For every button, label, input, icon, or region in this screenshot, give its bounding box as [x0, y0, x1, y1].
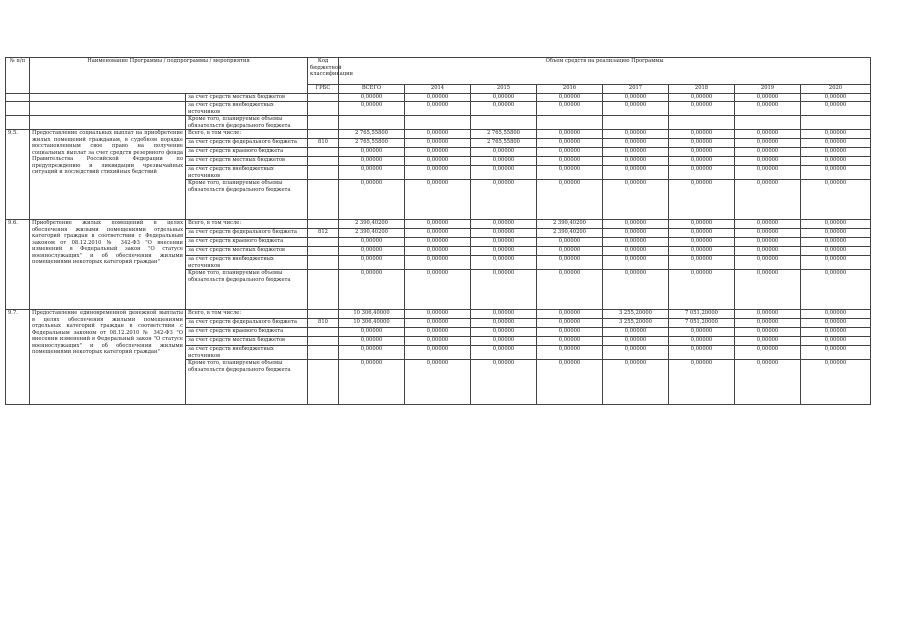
- value-cell: 0,00000: [801, 166, 871, 180]
- value-cell: 0,00000: [801, 102, 871, 116]
- table-row: [6, 220, 871, 229]
- table-row: [6, 310, 871, 319]
- value-cell: 0,00000: [735, 346, 801, 360]
- value-cell: 0,00000: [471, 220, 537, 229]
- subheader-total: ВСЕГО: [339, 85, 405, 94]
- empty-cell: [308, 102, 339, 116]
- empty-cell: [30, 116, 186, 130]
- value-cell: 0,00000: [339, 360, 405, 405]
- value-cell: 0,00000: [669, 166, 735, 180]
- value-cell: 0,00000: [603, 94, 669, 102]
- value-cell: 0,00000: [537, 102, 603, 116]
- empty-cell: [308, 247, 339, 256]
- value-cell: 0,00000: [405, 310, 471, 319]
- subheader-year: 2017: [603, 85, 669, 94]
- value-cell: 2 765,55800: [339, 130, 405, 139]
- value-cell: 0,00000: [405, 148, 471, 157]
- value-cell: 0,00000: [603, 130, 669, 139]
- value-cell: 0,00000: [801, 270, 871, 310]
- empty-cell: [308, 270, 339, 310]
- value-cell: 0,00000: [339, 238, 405, 247]
- header-num: № п/п: [6, 58, 30, 94]
- empty-cell: [308, 346, 339, 360]
- table-body: [6, 94, 871, 405]
- subheader-year: 2014: [405, 85, 471, 94]
- empty-cell: [308, 310, 339, 319]
- empty-cell: [308, 157, 339, 166]
- value-cell: 0,00000: [471, 360, 537, 405]
- table-row: [6, 102, 871, 116]
- empty-cell: [6, 94, 30, 102]
- value-cell: [801, 116, 871, 130]
- value-cell: 10 306,40000: [339, 319, 405, 328]
- value-cell: 0,00000: [471, 256, 537, 270]
- section-number: 9.5.: [6, 130, 30, 220]
- value-cell: 0,00000: [405, 229, 471, 238]
- empty-cell: [308, 328, 339, 337]
- value-cell: 0,00000: [603, 360, 669, 405]
- value-cell: [669, 116, 735, 130]
- value-cell: 0,00000: [735, 256, 801, 270]
- subheader-year: 2016: [537, 85, 603, 94]
- value-cell: 0,00000: [669, 229, 735, 238]
- value-cell: 0,00000: [405, 337, 471, 346]
- value-cell: 0,00000: [735, 94, 801, 102]
- funding-source: за счет средств внебюджетных источников: [186, 346, 308, 360]
- subheader-year: 2020: [801, 85, 871, 94]
- value-cell: 0,00000: [735, 238, 801, 247]
- value-cell: 0,00000: [603, 328, 669, 337]
- value-cell: [735, 116, 801, 130]
- value-cell: 0,00000: [801, 148, 871, 157]
- value-cell: 0,00000: [669, 328, 735, 337]
- value-cell: 0,00000: [537, 157, 603, 166]
- value-cell: 0,00000: [669, 270, 735, 310]
- header-name: Наименование Программы / подпрограммы / мероприятия: [30, 58, 308, 94]
- value-cell: 0,00000: [339, 148, 405, 157]
- value-cell: 0,00000: [603, 148, 669, 157]
- value-cell: 0,00000: [801, 238, 871, 247]
- value-cell: 0,00000: [471, 328, 537, 337]
- value-cell: [471, 116, 537, 130]
- value-cell: 0,00000: [339, 270, 405, 310]
- value-cell: 0,00000: [603, 102, 669, 116]
- value-cell: 0,00000: [735, 337, 801, 346]
- value-cell: 0,00000: [405, 270, 471, 310]
- table-row: [6, 116, 871, 130]
- funding-source: Всего, в том числе:: [186, 220, 308, 229]
- value-cell: 0,00000: [471, 229, 537, 238]
- value-cell: [537, 116, 603, 130]
- value-cell: 0,00000: [471, 166, 537, 180]
- empty-cell: [308, 360, 339, 405]
- value-cell: 0,00000: [537, 310, 603, 319]
- value-cell: 0,00000: [537, 247, 603, 256]
- value-cell: 0,00000: [603, 247, 669, 256]
- section-number: 9.6.: [6, 220, 30, 310]
- value-cell: 0,00000: [801, 328, 871, 337]
- value-cell: 2 390,40200: [339, 220, 405, 229]
- value-cell: 0,00000: [471, 180, 537, 220]
- value-cell: 0,00000: [537, 166, 603, 180]
- funding-source: за счет средств внебюджетных источников: [186, 166, 308, 180]
- value-cell: 0,00000: [537, 238, 603, 247]
- value-cell: 0,00000: [537, 130, 603, 139]
- value-cell: 0,00000: [405, 130, 471, 139]
- value-cell: 0,00000: [669, 102, 735, 116]
- value-cell: 0,00000: [603, 229, 669, 238]
- value-cell: 0,00000: [339, 346, 405, 360]
- value-cell: 0,00000: [735, 319, 801, 328]
- value-cell: 0,00000: [735, 130, 801, 139]
- value-cell: 0,00000: [735, 310, 801, 319]
- section-number: 9.7.: [6, 310, 30, 405]
- value-cell: 0,00000: [735, 148, 801, 157]
- value-cell: 0,00000: [339, 337, 405, 346]
- value-cell: 0,00000: [603, 337, 669, 346]
- value-cell: 0,00000: [405, 328, 471, 337]
- empty-cell: [308, 116, 339, 130]
- value-cell: 0,00000: [735, 220, 801, 229]
- funding-source: Всего, в том числе:: [186, 310, 308, 319]
- value-cell: [603, 116, 669, 130]
- table-row: [6, 94, 871, 102]
- value-cell: 0,00000: [405, 360, 471, 405]
- value-cell: 0,00000: [405, 157, 471, 166]
- empty-cell: [30, 94, 186, 102]
- value-cell: 0,00000: [537, 94, 603, 102]
- value-cell: 0,00000: [801, 247, 871, 256]
- value-cell: 0,00000: [801, 220, 871, 229]
- value-cell: 0,00000: [735, 328, 801, 337]
- value-cell: 0,00000: [405, 346, 471, 360]
- funding-source: за счет средств краевого бюджета: [186, 238, 308, 247]
- value-cell: 0,00000: [471, 102, 537, 116]
- value-cell: 7 051,20000: [669, 310, 735, 319]
- empty-cell: [308, 238, 339, 247]
- value-cell: 0,00000: [735, 166, 801, 180]
- value-cell: 0,00000: [801, 130, 871, 139]
- value-cell: 0,00000: [471, 270, 537, 310]
- value-cell: [339, 116, 405, 130]
- value-cell: 0,00000: [471, 319, 537, 328]
- value-cell: 0,00000: [603, 220, 669, 229]
- value-cell: 0,00000: [735, 102, 801, 116]
- value-cell: 0,00000: [735, 270, 801, 310]
- value-cell: 0,00000: [537, 360, 603, 405]
- subheader-year: 2018: [669, 85, 735, 94]
- measure-name: Приобретение жилых помещений в целях обеспечения жилыми помещениями отдельных категорий граждан в соответствии с Федеральным законом от 08.12.2010 № 342-ФЗ "О внесении изменений в Федеральный закон "О статусе военнослужащих" и об обеспечении жилыми помещениями некоторых категорий граждан": [30, 220, 186, 310]
- value-cell: 0,00000: [669, 139, 735, 148]
- funding-source: за счет средств внебюджетных источников: [186, 102, 308, 116]
- empty-cell: [308, 256, 339, 270]
- grbs-code: 810: [308, 139, 339, 148]
- value-cell: [405, 116, 471, 130]
- value-cell: 7 051,20000: [669, 319, 735, 328]
- value-cell: 0,00000: [405, 220, 471, 229]
- value-cell: 0,00000: [801, 346, 871, 360]
- value-cell: 2 765,55800: [339, 139, 405, 148]
- value-cell: 2 765,55800: [471, 139, 537, 148]
- value-cell: 0,00000: [735, 229, 801, 238]
- value-cell: 0,00000: [405, 256, 471, 270]
- header-code: Код бюджетной классификации: [308, 58, 339, 85]
- value-cell: 0,00000: [537, 337, 603, 346]
- value-cell: 0,00000: [471, 238, 537, 247]
- value-cell: 2 390,40200: [537, 220, 603, 229]
- table-row: [6, 130, 871, 139]
- value-cell: 0,00000: [669, 220, 735, 229]
- funding-source: за счет средств местных бюджетов: [186, 337, 308, 346]
- value-cell: 0,00000: [669, 247, 735, 256]
- empty-cell: [308, 94, 339, 102]
- value-cell: 0,00000: [339, 166, 405, 180]
- value-cell: 0,00000: [405, 94, 471, 102]
- value-cell: 0,00000: [471, 247, 537, 256]
- empty-cell: [308, 148, 339, 157]
- value-cell: 0,00000: [471, 346, 537, 360]
- value-cell: 0,00000: [669, 256, 735, 270]
- funding-source: за счет средств краевого бюджета: [186, 148, 308, 157]
- value-cell: 0,00000: [669, 337, 735, 346]
- table-header-row: [6, 58, 871, 85]
- value-cell: 0,00000: [603, 180, 669, 220]
- empty-cell: [308, 166, 339, 180]
- value-cell: 0,00000: [801, 180, 871, 220]
- funding-source: за счет средств федерального бюджета: [186, 229, 308, 238]
- value-cell: 0,00000: [339, 180, 405, 220]
- value-cell: 0,00000: [471, 157, 537, 166]
- value-cell: 0,00000: [801, 139, 871, 148]
- value-cell: 0,00000: [669, 238, 735, 247]
- value-cell: 0,00000: [537, 148, 603, 157]
- value-cell: 0,00000: [405, 238, 471, 247]
- subheader-grbs: ГРБС: [308, 85, 339, 94]
- value-cell: 0,00000: [339, 157, 405, 166]
- measure-name: Предоставление единовременной денежной выплаты в целях обеспечения жилыми помещениями отдельных категорий граждан в соответствии с Федеральным законом от 08.12.2010 № 342-ФЗ "О внесении изменений в Федеральный закон "О статусе военнослужащих" и об обеспечении жилыми помещениями некоторых категорий граждан": [30, 310, 186, 405]
- value-cell: 0,00000: [603, 139, 669, 148]
- value-cell: 0,00000: [339, 256, 405, 270]
- value-cell: 0,00000: [405, 319, 471, 328]
- funding-source: за счет средств местных бюджетов: [186, 94, 308, 102]
- empty-cell: [308, 130, 339, 139]
- value-cell: 0,00000: [735, 360, 801, 405]
- grbs-code: 812: [308, 229, 339, 238]
- value-cell: 0,00000: [603, 270, 669, 310]
- value-cell: 2 390,40200: [537, 229, 603, 238]
- value-cell: 0,00000: [801, 360, 871, 405]
- value-cell: 0,00000: [405, 102, 471, 116]
- empty-cell: [308, 337, 339, 346]
- value-cell: 0,00000: [471, 94, 537, 102]
- funding-source: Кроме того, планируемые объемы обязательств федерального бюджета: [186, 180, 308, 220]
- value-cell: 0,00000: [801, 310, 871, 319]
- value-cell: 0,00000: [339, 102, 405, 116]
- value-cell: 0,00000: [537, 319, 603, 328]
- value-cell: 0,00000: [603, 166, 669, 180]
- value-cell: 0,00000: [603, 346, 669, 360]
- value-cell: 0,00000: [339, 328, 405, 337]
- value-cell: 0,00000: [603, 256, 669, 270]
- value-cell: 10 306,40000: [339, 310, 405, 319]
- value-cell: 0,00000: [405, 180, 471, 220]
- value-cell: 0,00000: [537, 180, 603, 220]
- empty-cell: [308, 220, 339, 229]
- value-cell: 0,00000: [537, 270, 603, 310]
- value-cell: 0,00000: [669, 157, 735, 166]
- measure-name: Предоставление социальных выплат на приобретение жилых помещений гражданам, в судебном порядке восстановленным свое право на получение социальных выплат за счет средств резервного фонда Правительства Российской Федерации по предупреждению и ликвидации чрезвычайных ситуаций и последствий стихийных бедствий: [30, 130, 186, 220]
- header-volume: Объем средств на реализацию Программы: [339, 58, 871, 85]
- value-cell: 3 255,20000: [603, 310, 669, 319]
- empty-cell: [308, 180, 339, 220]
- value-cell: 0,00000: [405, 166, 471, 180]
- value-cell: 0,00000: [801, 256, 871, 270]
- value-cell: 2 765,55800: [471, 130, 537, 139]
- empty-cell: [30, 102, 186, 116]
- empty-cell: [6, 102, 30, 116]
- value-cell: 0,00000: [801, 319, 871, 328]
- value-cell: 0,00000: [339, 247, 405, 256]
- empty-cell: [6, 116, 30, 130]
- value-cell: 0,00000: [669, 180, 735, 220]
- value-cell: 0,00000: [669, 94, 735, 102]
- funding-source: за счет средств федерального бюджета: [186, 319, 308, 328]
- value-cell: 0,00000: [537, 139, 603, 148]
- value-cell: 2 390,40200: [339, 229, 405, 238]
- value-cell: 0,00000: [471, 310, 537, 319]
- funding-source: за счет средств краевого бюджета: [186, 328, 308, 337]
- value-cell: 0,00000: [801, 229, 871, 238]
- value-cell: 0,00000: [801, 94, 871, 102]
- value-cell: 0,00000: [339, 94, 405, 102]
- value-cell: 0,00000: [537, 256, 603, 270]
- value-cell: 0,00000: [669, 360, 735, 405]
- funding-source: Всего, в том числе:: [186, 130, 308, 139]
- value-cell: 0,00000: [735, 139, 801, 148]
- value-cell: 0,00000: [603, 157, 669, 166]
- funding-source: за счет средств местных бюджетов: [186, 157, 308, 166]
- funding-source: за счет средств внебюджетных источников: [186, 256, 308, 270]
- value-cell: 0,00000: [669, 346, 735, 360]
- subheader-year: 2015: [471, 85, 537, 94]
- grbs-code: 810: [308, 319, 339, 328]
- value-cell: 0,00000: [603, 238, 669, 247]
- value-cell: 0,00000: [537, 346, 603, 360]
- funding-source: Кроме того, планируемые объемы обязательств федерального бюджета: [186, 270, 308, 310]
- value-cell: 0,00000: [735, 157, 801, 166]
- program-funding-table: [5, 57, 871, 405]
- funding-source: Кроме того, планируемые объемы обязательств федерального бюджета: [186, 116, 308, 130]
- value-cell: 0,00000: [537, 328, 603, 337]
- value-cell: 0,00000: [735, 247, 801, 256]
- value-cell: 0,00000: [669, 148, 735, 157]
- value-cell: 0,00000: [471, 337, 537, 346]
- value-cell: 3 255,20000: [603, 319, 669, 328]
- funding-source: за счет средств федерального бюджета: [186, 139, 308, 148]
- value-cell: 0,00000: [669, 130, 735, 139]
- subheader-year: 2019: [735, 85, 801, 94]
- value-cell: 0,00000: [405, 139, 471, 148]
- value-cell: 0,00000: [405, 247, 471, 256]
- value-cell: 0,00000: [735, 180, 801, 220]
- value-cell: 0,00000: [471, 148, 537, 157]
- funding-source: Кроме того, планируемые объемы обязательств федерального бюджета: [186, 360, 308, 405]
- funding-source: за счет средств местных бюджетов: [186, 247, 308, 256]
- value-cell: 0,00000: [801, 157, 871, 166]
- value-cell: 0,00000: [801, 337, 871, 346]
